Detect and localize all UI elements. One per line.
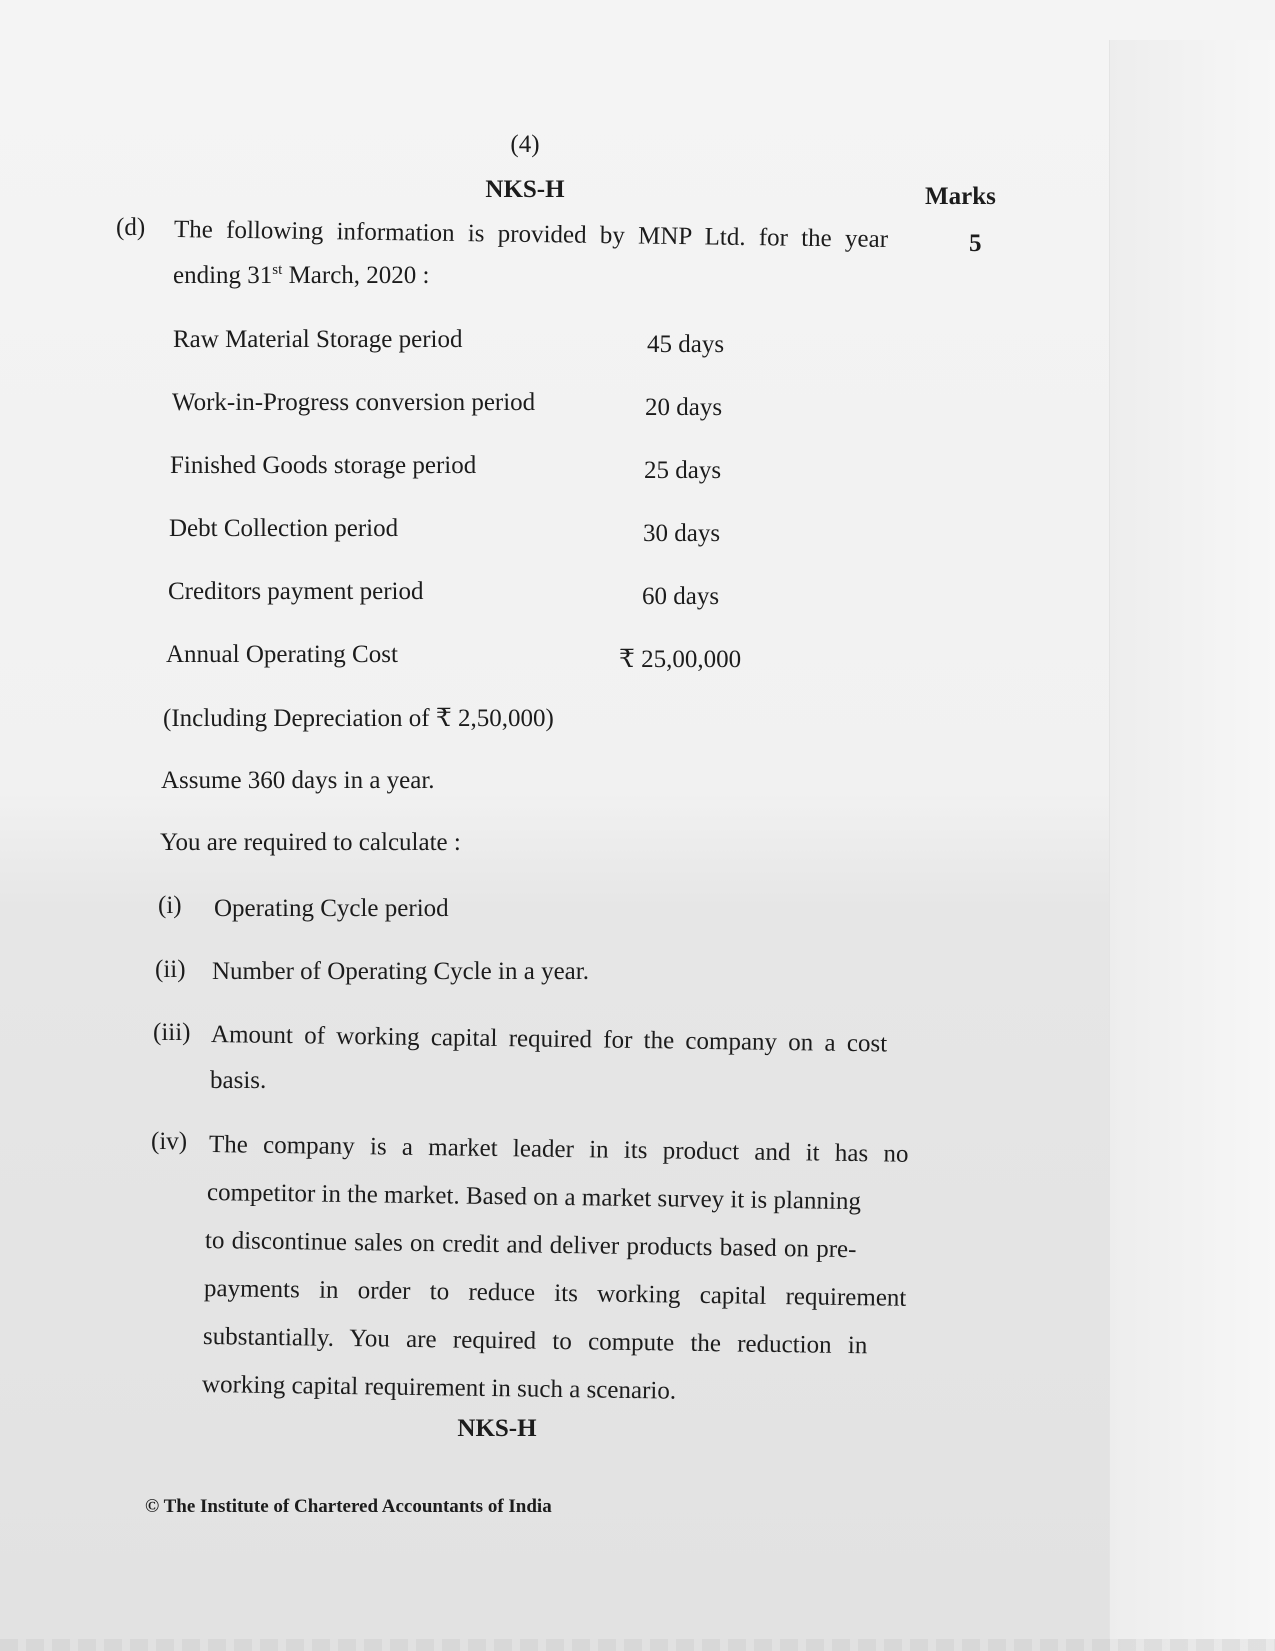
paper-code-header: NKS-H <box>485 176 565 203</box>
data-row-value: 30 days <box>643 520 721 547</box>
part-text: working capital requirement in such a scenario. <box>201 1371 677 1405</box>
data-row-label: Debt Collection period <box>169 515 399 542</box>
part-label: (iv) <box>151 1128 188 1155</box>
data-row-label: Annual Operating Cost <box>166 641 398 668</box>
part-text: payments in order to reduce its working capital requirement <box>203 1275 907 1312</box>
part-text: Amount of working capital required for the company on a cost <box>210 1021 888 1058</box>
data-row-value: ₹ 25,00,000 <box>619 646 742 673</box>
data-row-label: Finished Goods storage period <box>170 452 477 479</box>
part-text: The company is a market leader in its product and it has no <box>208 1131 909 1168</box>
intro-line-1: The following information is provided by MNP Ltd. for the year <box>173 216 889 253</box>
part-text: competitor in the market. Based on a market survey it is planning <box>206 1179 862 1216</box>
page-number: (4) <box>510 131 540 158</box>
part-text: substantially. You are required to compute the reduction in <box>202 1323 868 1360</box>
data-row-label: Raw Material Storage period <box>173 326 463 353</box>
data-row-value: 20 days <box>645 394 723 421</box>
marks-heading: Marks <box>925 183 996 210</box>
intro-line-2: ending 31st March, 2020 : <box>173 262 430 289</box>
scan-bottom-edge <box>0 1639 1275 1651</box>
data-row-label: Creditors payment period <box>168 578 424 605</box>
data-row-value: 60 days <box>642 583 720 610</box>
depreciation-note: (Including Depreciation of ₹ 2,50,000) <box>163 705 554 732</box>
question-label: (d) <box>116 214 146 241</box>
part-label: (ii) <box>155 956 186 983</box>
part-text: basis. <box>210 1067 267 1094</box>
part-label: (i) <box>158 892 182 919</box>
part-label: (iii) <box>153 1019 191 1046</box>
assumption-note: Assume 360 days in a year. <box>161 767 435 794</box>
paper-code-footer: NKS-H <box>457 1415 537 1442</box>
part-text: Number of Operating Cycle in a year. <box>212 958 589 985</box>
part-text: to discontinue sales on credit and deliver products based on pre- <box>204 1227 857 1264</box>
copyright-footer: © The Institute of Chartered Accountants of India <box>145 1496 552 1517</box>
data-row-value: 25 days <box>644 457 722 484</box>
question-marks: 5 <box>969 230 982 257</box>
part-text: Operating Cycle period <box>214 895 449 922</box>
data-row-value: 45 days <box>647 331 725 358</box>
data-row-label: Work-in-Progress conversion period <box>172 389 536 416</box>
instruction-text: You are required to calculate : <box>160 829 461 856</box>
scan-page-edge <box>1109 40 1275 1651</box>
